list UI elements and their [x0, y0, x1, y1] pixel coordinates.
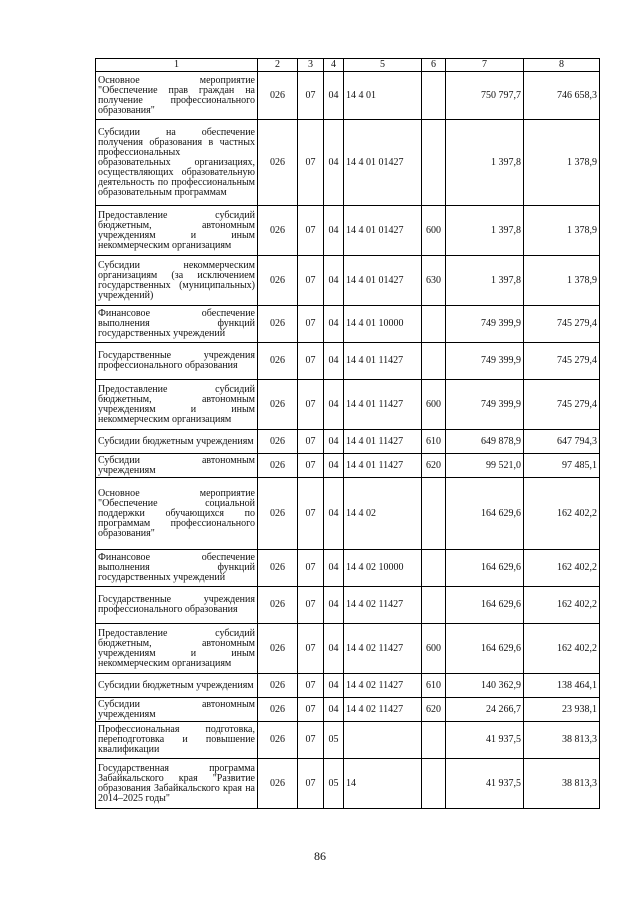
row-name-cell: Субсидии бюджетным учреждениям [96, 430, 258, 454]
row-expense-type-cell [422, 72, 446, 120]
row-target-article-cell: 14 4 01 01427 [344, 120, 422, 206]
row-section-cell: 07 [298, 674, 324, 698]
table-row [96, 624, 600, 674]
header-cell-1: 1 [96, 59, 258, 72]
header-row [96, 59, 600, 72]
row-expense-type-cell [422, 722, 446, 759]
row-name-cell: Государственные учреждения профессионального образования [96, 343, 258, 380]
row-section-cell: 07 [298, 72, 324, 120]
table-row [96, 306, 600, 343]
row-section-cell: 07 [298, 550, 324, 587]
header-cell-8: 8 [524, 59, 600, 72]
row-section-cell: 07 [298, 478, 324, 550]
row-amount-2024-cell: 1 397,8 [446, 256, 524, 306]
row-subsection-cell: 04 [324, 306, 344, 343]
table-row [96, 120, 600, 206]
row-name-cell: Основное мероприятие "Обеспечение прав граждан на получение профессионального образования" [96, 72, 258, 120]
row-subsection-cell: 05 [324, 722, 344, 759]
row-admin-code-cell: 026 [258, 759, 298, 809]
table-row [96, 698, 600, 722]
row-admin-code-cell: 026 [258, 674, 298, 698]
row-target-article-cell: 14 4 02 11427 [344, 587, 422, 624]
row-target-article-cell: 14 4 01 [344, 72, 422, 120]
row-target-article-cell: 14 4 02 11427 [344, 698, 422, 722]
row-amount-2024-cell: 750 797,7 [446, 72, 524, 120]
row-target-article-cell: 14 4 01 11427 [344, 454, 422, 478]
table-row [96, 454, 600, 478]
row-amount-2024-cell: 164 629,6 [446, 550, 524, 587]
header-cell-6: 6 [422, 59, 446, 72]
row-target-article-cell: 14 4 01 11427 [344, 380, 422, 430]
row-name-cell: Основное мероприятие "Обеспечение социальной поддержки обучающихся по программам профессионального образования" [96, 478, 258, 550]
table-body [96, 59, 600, 809]
row-amount-2024-cell: 749 399,9 [446, 306, 524, 343]
row-expense-type-cell: 630 [422, 256, 446, 306]
row-section-cell: 07 [298, 454, 324, 478]
row-section-cell: 07 [298, 380, 324, 430]
row-target-article-cell [344, 722, 422, 759]
table-row [96, 674, 600, 698]
row-name-cell: Государственные учреждения профессионального образования [96, 587, 258, 624]
row-expense-type-cell: 600 [422, 380, 446, 430]
row-amount-2025-cell: 162 402,2 [524, 587, 600, 624]
row-name-cell: Предоставление субсидий бюджетным, автономным учреждениям и иным некоммерческим организациям [96, 206, 258, 256]
row-admin-code-cell: 026 [258, 380, 298, 430]
row-amount-2024-cell: 140 362,9 [446, 674, 524, 698]
row-admin-code-cell: 026 [258, 624, 298, 674]
row-amount-2024-cell: 41 937,5 [446, 759, 524, 809]
row-amount-2024-cell: 164 629,6 [446, 624, 524, 674]
row-amount-2025-cell: 1 378,9 [524, 120, 600, 206]
row-section-cell: 07 [298, 587, 324, 624]
row-subsection-cell: 04 [324, 256, 344, 306]
header-cell-4: 4 [324, 59, 344, 72]
row-subsection-cell: 04 [324, 550, 344, 587]
row-subsection-cell: 04 [324, 120, 344, 206]
row-amount-2024-cell: 749 399,9 [446, 343, 524, 380]
row-admin-code-cell: 026 [258, 72, 298, 120]
row-expense-type-cell [422, 120, 446, 206]
row-amount-2024-cell: 1 397,8 [446, 120, 524, 206]
table-row [96, 72, 600, 120]
row-name-cell: Финансовое обеспечение выполнения функций государственных учреждений [96, 550, 258, 587]
row-section-cell: 07 [298, 698, 324, 722]
header-cell-5: 5 [344, 59, 422, 72]
row-name-cell: Субсидии автономным учреждениям [96, 454, 258, 478]
row-name-cell: Государственная программа Забайкальского края "Развитие образования Забайкальского края на 2014–2025 годы" [96, 759, 258, 809]
row-amount-2025-cell: 746 658,3 [524, 72, 600, 120]
row-subsection-cell: 04 [324, 380, 344, 430]
row-amount-2024-cell: 24 266,7 [446, 698, 524, 722]
row-name-cell: Субсидии бюджетным учреждениям [96, 674, 258, 698]
header-cell-2: 2 [258, 59, 298, 72]
row-expense-type-cell: 620 [422, 454, 446, 478]
row-section-cell: 07 [298, 343, 324, 380]
row-amount-2024-cell: 164 629,6 [446, 478, 524, 550]
row-amount-2025-cell: 162 402,2 [524, 624, 600, 674]
header-cell-3: 3 [298, 59, 324, 72]
row-amount-2025-cell: 745 279,4 [524, 380, 600, 430]
row-target-article-cell: 14 4 01 01427 [344, 256, 422, 306]
row-target-article-cell: 14 4 01 01427 [344, 206, 422, 256]
row-admin-code-cell: 026 [258, 550, 298, 587]
row-amount-2025-cell: 1 378,9 [524, 256, 600, 306]
row-amount-2025-cell: 97 485,1 [524, 454, 600, 478]
row-expense-type-cell [422, 343, 446, 380]
row-admin-code-cell: 026 [258, 206, 298, 256]
row-target-article-cell: 14 4 02 [344, 478, 422, 550]
row-subsection-cell: 04 [324, 587, 344, 624]
table-row [96, 587, 600, 624]
row-expense-type-cell [422, 587, 446, 624]
row-expense-type-cell [422, 550, 446, 587]
row-name-cell: Субсидии некоммерческим организациям (за исключением государственных (муниципальных) учреждений) [96, 256, 258, 306]
row-amount-2025-cell: 647 794,3 [524, 430, 600, 454]
row-amount-2024-cell: 649 878,9 [446, 430, 524, 454]
row-amount-2024-cell: 99 521,0 [446, 454, 524, 478]
row-amount-2025-cell: 162 402,2 [524, 550, 600, 587]
row-section-cell: 07 [298, 206, 324, 256]
row-amount-2025-cell: 138 464,1 [524, 674, 600, 698]
table-row [96, 343, 600, 380]
row-target-article-cell: 14 4 02 10000 [344, 550, 422, 587]
row-amount-2024-cell: 164 629,6 [446, 587, 524, 624]
row-admin-code-cell: 026 [258, 722, 298, 759]
row-admin-code-cell: 026 [258, 587, 298, 624]
row-admin-code-cell: 026 [258, 698, 298, 722]
row-amount-2024-cell: 1 397,8 [446, 206, 524, 256]
row-section-cell: 07 [298, 256, 324, 306]
row-admin-code-cell: 026 [258, 256, 298, 306]
row-section-cell: 07 [298, 306, 324, 343]
row-expense-type-cell: 610 [422, 430, 446, 454]
row-target-article-cell: 14 [344, 759, 422, 809]
table-row [96, 478, 600, 550]
row-subsection-cell: 04 [324, 343, 344, 380]
row-amount-2025-cell: 745 279,4 [524, 343, 600, 380]
row-amount-2025-cell: 38 813,3 [524, 722, 600, 759]
row-subsection-cell: 05 [324, 759, 344, 809]
row-expense-type-cell: 620 [422, 698, 446, 722]
row-expense-type-cell [422, 306, 446, 343]
row-expense-type-cell [422, 759, 446, 809]
row-subsection-cell: 04 [324, 624, 344, 674]
row-admin-code-cell: 026 [258, 478, 298, 550]
row-amount-2025-cell: 23 938,1 [524, 698, 600, 722]
row-target-article-cell: 14 4 01 11427 [344, 430, 422, 454]
row-admin-code-cell: 026 [258, 454, 298, 478]
row-target-article-cell: 14 4 01 10000 [344, 306, 422, 343]
row-subsection-cell: 04 [324, 454, 344, 478]
row-target-article-cell: 14 4 02 11427 [344, 624, 422, 674]
row-admin-code-cell: 026 [258, 343, 298, 380]
row-expense-type-cell: 600 [422, 206, 446, 256]
row-admin-code-cell: 026 [258, 120, 298, 206]
row-admin-code-cell: 026 [258, 306, 298, 343]
row-section-cell: 07 [298, 624, 324, 674]
row-admin-code-cell: 026 [258, 430, 298, 454]
row-section-cell: 07 [298, 430, 324, 454]
budget-table [95, 58, 600, 809]
row-target-article-cell: 14 4 02 11427 [344, 674, 422, 698]
table-row [96, 430, 600, 454]
row-amount-2025-cell: 38 813,3 [524, 759, 600, 809]
table-row [96, 759, 600, 809]
row-expense-type-cell: 600 [422, 624, 446, 674]
row-section-cell: 07 [298, 759, 324, 809]
row-section-cell: 07 [298, 722, 324, 759]
row-name-cell: Предоставление субсидий бюджетным, автономным учреждениям и иным некоммерческим организациям [96, 624, 258, 674]
table-row [96, 206, 600, 256]
row-name-cell: Профессиональная подготовка, переподготовка и повышение квалификации [96, 722, 258, 759]
row-subsection-cell: 04 [324, 478, 344, 550]
row-section-cell: 07 [298, 120, 324, 206]
row-expense-type-cell: 610 [422, 674, 446, 698]
table-row [96, 256, 600, 306]
header-cell-7: 7 [446, 59, 524, 72]
row-expense-type-cell [422, 478, 446, 550]
row-name-cell: Субсидии на обеспечение получения образования в частных профессиональных образовательных организациях, осуществляющих образовательную деятельность по профессиональным образовательным программам [96, 120, 258, 206]
table-row [96, 550, 600, 587]
row-subsection-cell: 04 [324, 698, 344, 722]
row-subsection-cell: 04 [324, 206, 344, 256]
row-subsection-cell: 04 [324, 430, 344, 454]
row-target-article-cell: 14 4 01 11427 [344, 343, 422, 380]
row-amount-2024-cell: 41 937,5 [446, 722, 524, 759]
row-subsection-cell: 04 [324, 72, 344, 120]
table-row [96, 722, 600, 759]
row-name-cell: Предоставление субсидий бюджетным, автономным учреждениям и иным некоммерческим организациям [96, 380, 258, 430]
table-row [96, 380, 600, 430]
row-amount-2024-cell: 749 399,9 [446, 380, 524, 430]
row-name-cell: Финансовое обеспечение выполнения функций государственных учреждений [96, 306, 258, 343]
row-amount-2025-cell: 1 378,9 [524, 206, 600, 256]
row-subsection-cell: 04 [324, 674, 344, 698]
row-amount-2025-cell: 162 402,2 [524, 478, 600, 550]
row-name-cell: Субсидии автономным учреждениям [96, 698, 258, 722]
row-amount-2025-cell: 745 279,4 [524, 306, 600, 343]
page-number: 86 [314, 849, 326, 863]
